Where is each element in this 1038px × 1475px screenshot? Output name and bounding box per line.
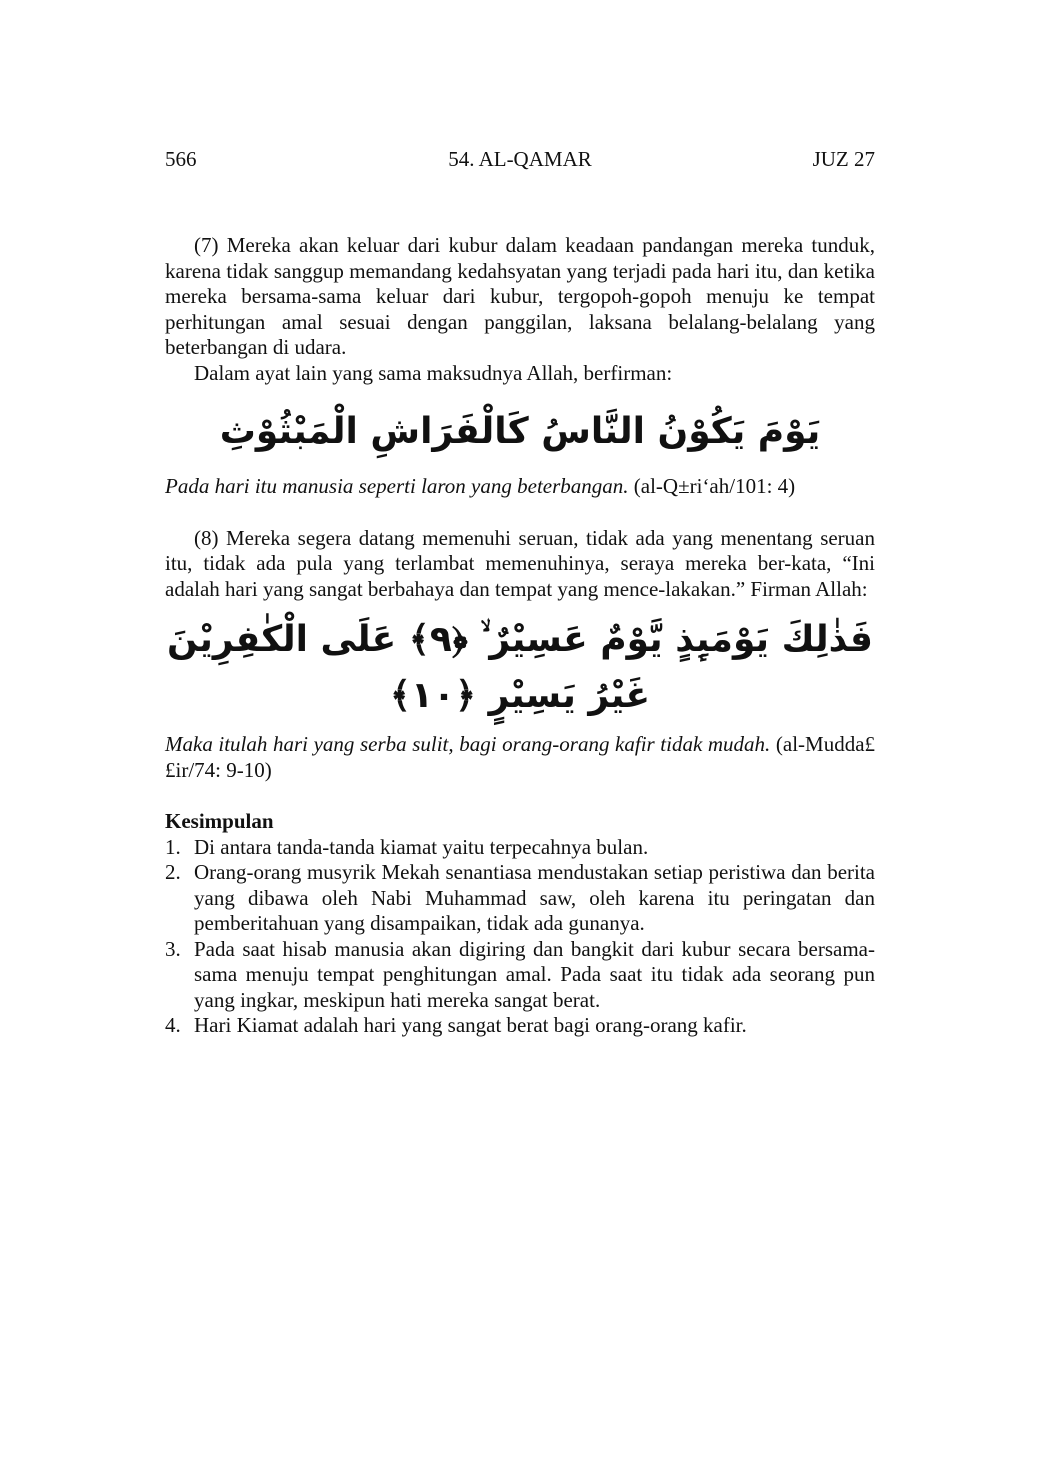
- page-body: [165, 233, 875, 1039]
- list-item: [165, 937, 875, 1014]
- surah-title: 54. AL-QAMAR: [448, 147, 592, 171]
- list-item-number: 3.: [165, 936, 181, 961]
- list-item-number: 1.: [165, 834, 181, 859]
- list-item: [165, 835, 875, 861]
- list-item-number: 2.: [165, 860, 181, 884]
- paragraph-7-intro: Dalam ayat lain yang sama maksudnya Allah, berfirman:: [194, 360, 673, 385]
- page-number: 566: [165, 147, 197, 171]
- list-item-text: Orang-orang musyrik Mekah senantiasa mendustakan setiap peristiwa dan berita yang dibawa oleh Nabi Muhammad saw, oleh karena itu peringatan dan pemberitahuan yang disampaikan, tidak ada gunanya.: [194, 860, 875, 935]
- translation-1-reference: (al-Q±ri‘ah/101: 4): [633, 474, 796, 498]
- conclusion-list: [165, 835, 875, 1039]
- list-item: [165, 1013, 875, 1039]
- list-item-text: Pada saat hisab manusia akan digiring dan bangkit dari kubur secara bersama-sama menuju tempat penghitungan amal. Pada saat itu tidak ada seorang pun yang ingkar, meskipun hati mereka sangat berat.: [194, 936, 875, 1012]
- paragraph-7: (7) Mereka akan keluar dari kubur dalam keadaan pandangan mereka tunduk, karena tidak sanggup memandang kedahsyatan yang terjadi pada hari itu, dan ketika mereka bersama-sama keluar dari kubur, tergopoh-gopoh menuju ke tempat perhitungan amal sesuai dengan panggilan, laksana belalang-belalang yang beterbangan di udara.: [165, 233, 875, 359]
- list-item-text: Di antara tanda-tanda kiamat yaitu terpecahnya bulan.: [194, 834, 649, 859]
- arabic-verse-2: فَذٰلِكَ يَوْمَىِٕذٍ يَّوْمٌ عَسِيْرٌ ۙ ﴿٩﴾ عَلَى الْكٰفِرِيْنَ غَيْرُ يَسِيْرٍ ﴿١٠﴾: [166, 619, 874, 716]
- translation-1-text: Pada hari itu manusia seperti laron yang beterbangan.: [165, 474, 629, 498]
- list-item-text: Hari Kiamat adalah hari yang sangat berat bagi orang-orang kafir.: [194, 1013, 747, 1037]
- page-header: [165, 146, 875, 176]
- translation-2-reference: (al-Mudda££ir/74: 9-10): [165, 732, 876, 782]
- arabic-verse-1: يَوْمَ يَكُوْنُ النَّاسُ كَالْفَرَاشِ الْمَبْثُوْثِ: [219, 411, 821, 452]
- list-item: [165, 860, 875, 937]
- translation-2-text: Maka itulah hari yang serba sulit, bagi orang-orang kafir tidak mudah.: [165, 732, 771, 756]
- list-item-number: 4.: [165, 1013, 181, 1037]
- conclusion-heading: Kesimpulan: [165, 809, 274, 833]
- translation-2: [165, 732, 875, 783]
- juz-label: JUZ 27: [812, 147, 875, 171]
- paragraph-8: (8) Mereka segera datang memenuhi seruan, tidak ada yang menentang seruan itu, tidak ada pula yang terlambat memenuhinya, seraya mereka ber-kata, “Ini adalah hari yang sangat berbahaya dan tempat yang mence-lakakan.” Firman Allah:: [165, 525, 875, 601]
- translation-1: [165, 474, 875, 500]
